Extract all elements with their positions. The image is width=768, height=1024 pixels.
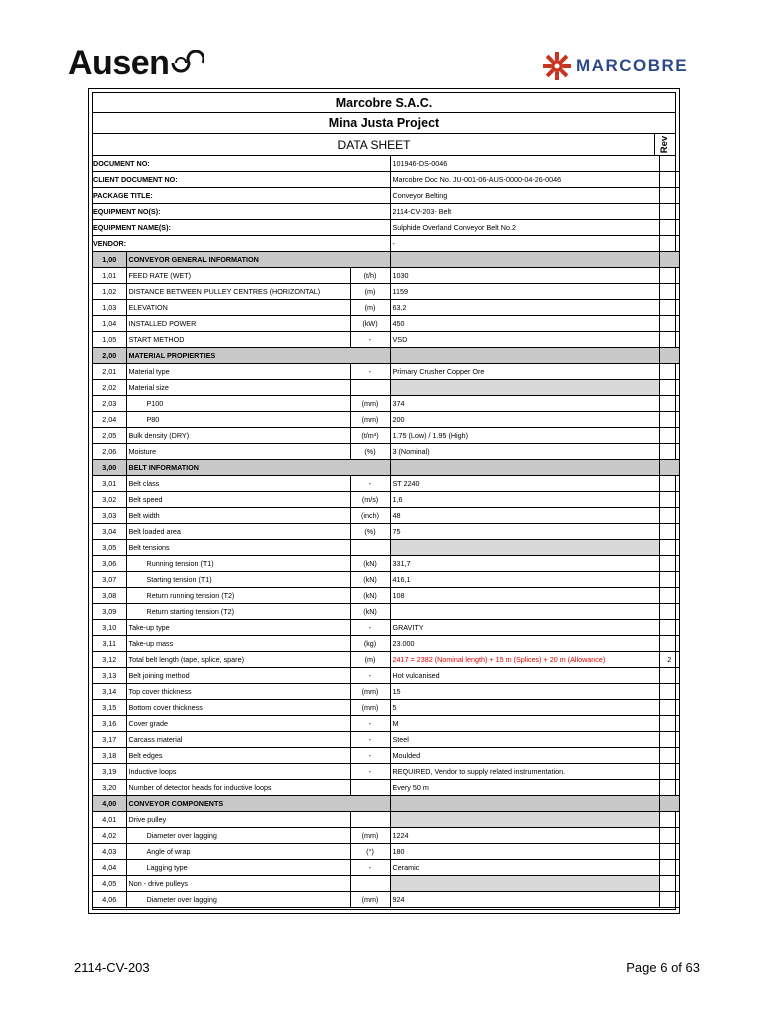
- item-value: 200: [390, 412, 659, 428]
- table-row: [93, 732, 679, 748]
- item-value: 180: [390, 844, 659, 860]
- table-row: [93, 412, 679, 428]
- rev-header-cell: [654, 134, 675, 155]
- item-unit: (mm): [350, 892, 390, 908]
- item-unit: [350, 540, 390, 556]
- item-description: Lagging type: [126, 860, 350, 876]
- item-value: Every 50 m: [390, 780, 659, 796]
- table-row: [93, 508, 679, 524]
- section-number: 4,00: [93, 796, 126, 812]
- item-description: Material size: [126, 380, 350, 396]
- item-value: GRAVITY: [390, 620, 659, 636]
- item-value: REQUIRED, Vendor to supply related instrumentation.: [390, 764, 659, 780]
- item-number: 4,03: [93, 844, 126, 860]
- item-description: Inductive loops: [126, 764, 350, 780]
- item-value: Ceramic: [390, 860, 659, 876]
- item-unit: (kN): [350, 572, 390, 588]
- item-unit: (%): [350, 444, 390, 460]
- rev-cell: [659, 172, 679, 188]
- rev-cell: [659, 348, 679, 364]
- item-unit: (kN): [350, 604, 390, 620]
- section-header-row: [93, 348, 679, 364]
- rev-cell: [659, 732, 679, 748]
- doc-info-value: 2114-CV-203- Belt: [390, 204, 659, 220]
- item-value: 63,2: [390, 300, 659, 316]
- table-row: [93, 316, 679, 332]
- item-number: 3,07: [93, 572, 126, 588]
- item-number: 3,03: [93, 508, 126, 524]
- item-value: 450: [390, 316, 659, 332]
- item-number: 2,06: [93, 444, 126, 460]
- table-row: [93, 780, 679, 796]
- item-number: 2,01: [93, 364, 126, 380]
- data-sheet-table: [93, 156, 679, 908]
- data-sheet: [88, 88, 680, 914]
- item-unit: (mm): [350, 828, 390, 844]
- item-description: FEED RATE (WET): [126, 268, 350, 284]
- item-unit: -: [350, 748, 390, 764]
- item-description: Belt joining method: [126, 668, 350, 684]
- item-number: 3,08: [93, 588, 126, 604]
- item-number: 2,02: [93, 380, 126, 396]
- doc-info-row: [93, 172, 679, 188]
- item-description: Take-up type: [126, 620, 350, 636]
- doc-info-label: EQUIPMENT NO(S):: [93, 204, 390, 220]
- rev-cell: [659, 812, 679, 828]
- doc-info-label: EQUIPMENT NAME(S):: [93, 220, 390, 236]
- item-unit: (kN): [350, 588, 390, 604]
- table-row: [93, 268, 679, 284]
- footer-page-number: Page 6 of 63: [626, 960, 700, 975]
- section-header-row: [93, 796, 679, 812]
- item-number: 3,01: [93, 476, 126, 492]
- item-value: [390, 380, 659, 396]
- item-unit: (kg): [350, 636, 390, 652]
- table-row: [93, 588, 679, 604]
- rev-cell: [659, 220, 679, 236]
- item-unit: (t/m³): [350, 428, 390, 444]
- item-description: P100: [126, 396, 350, 412]
- item-description: DISTANCE BETWEEN PULLEY CENTRES (HORIZONTAL): [126, 284, 350, 300]
- table-row: [93, 668, 679, 684]
- item-description: Number of detector heads for inductive loops: [126, 780, 350, 796]
- table-row: [93, 380, 679, 396]
- item-description: Take-up mass: [126, 636, 350, 652]
- section-number: 2,00: [93, 348, 126, 364]
- rev-cell: [659, 508, 679, 524]
- item-number: 3,12: [93, 652, 126, 668]
- table-row: [93, 604, 679, 620]
- item-number: 3,14: [93, 684, 126, 700]
- doc-info-label: CLIENT DOCUMENT NO:: [93, 172, 390, 188]
- rev-cell: [659, 764, 679, 780]
- item-unit: -: [350, 364, 390, 380]
- table-row: [93, 540, 679, 556]
- item-number: 3,16: [93, 716, 126, 732]
- item-number: 3,10: [93, 620, 126, 636]
- item-unit: (mm): [350, 700, 390, 716]
- item-number: 3,15: [93, 700, 126, 716]
- item-description: Belt speed: [126, 492, 350, 508]
- table-row: [93, 844, 679, 860]
- item-value: 23.000: [390, 636, 659, 652]
- item-value: Moulded: [390, 748, 659, 764]
- section-title: BELT INFORMATION: [126, 460, 390, 476]
- rev-cell: [659, 684, 679, 700]
- doc-info-row: [93, 220, 679, 236]
- section-header-row: [93, 460, 679, 476]
- ausenco-logo: [68, 44, 204, 85]
- item-description: Starting tension (T1): [126, 572, 350, 588]
- data-sheet-title-row: [93, 134, 675, 156]
- item-number: 3,20: [93, 780, 126, 796]
- rev-cell: [659, 284, 679, 300]
- item-unit: [350, 812, 390, 828]
- item-value: M: [390, 716, 659, 732]
- doc-info-value: -: [390, 236, 659, 252]
- item-description: Top cover thickness: [126, 684, 350, 700]
- item-unit: (m): [350, 284, 390, 300]
- marcobre-logo-text: MARCOBRE: [576, 56, 689, 75]
- item-number: 3,18: [93, 748, 126, 764]
- rev-cell: [659, 668, 679, 684]
- item-value: 2417 = 2382 (Nominal length) + 15 m (Splices) + 20 m (Allowance): [390, 652, 659, 668]
- section-number: 1,00: [93, 252, 126, 268]
- item-unit: (%): [350, 524, 390, 540]
- table-row: [93, 492, 679, 508]
- item-value: [390, 876, 659, 892]
- item-unit: (kW): [350, 316, 390, 332]
- item-description: Belt loaded area: [126, 524, 350, 540]
- ausenco-swirl-icon: [170, 46, 204, 85]
- item-description: Cover grade: [126, 716, 350, 732]
- item-value: 15: [390, 684, 659, 700]
- rev-cell: [659, 892, 679, 908]
- rev-cell: [659, 716, 679, 732]
- rev-cell: [659, 524, 679, 540]
- rev-cell: [659, 204, 679, 220]
- item-value: 374: [390, 396, 659, 412]
- item-number: 2,04: [93, 412, 126, 428]
- rev-cell: [659, 236, 679, 252]
- item-number: 4,01: [93, 812, 126, 828]
- marcobre-logo: [542, 48, 688, 84]
- item-number: 4,06: [93, 892, 126, 908]
- item-description: Running tension (T1): [126, 556, 350, 572]
- rev-cell: [659, 780, 679, 796]
- data-sheet-inner: [92, 92, 676, 910]
- table-row: [93, 876, 679, 892]
- table-row: [93, 812, 679, 828]
- item-value: Primary Crusher Copper Ore: [390, 364, 659, 380]
- item-number: 4,05: [93, 876, 126, 892]
- rev-cell: [659, 556, 679, 572]
- item-description: Carcass material: [126, 732, 350, 748]
- item-unit: (t/h): [350, 268, 390, 284]
- item-unit: (inch): [350, 508, 390, 524]
- table-row: [93, 684, 679, 700]
- company-title: Marcobre S.A.C.: [93, 93, 675, 113]
- item-number: 1,01: [93, 268, 126, 284]
- rev-cell: [659, 796, 679, 812]
- doc-info-value: Sulphide Overland Conveyor Belt No.2: [390, 220, 659, 236]
- doc-info-label: VENDOR:: [93, 236, 390, 252]
- rev-cell: [659, 412, 679, 428]
- item-description: Non - drive pulleys: [126, 876, 350, 892]
- rev-cell: 2: [659, 652, 679, 668]
- item-unit: -: [350, 332, 390, 348]
- item-value: Hot vulcanised: [390, 668, 659, 684]
- item-value: 3 (Nominal): [390, 444, 659, 460]
- item-description: Drive pulley: [126, 812, 350, 828]
- doc-info-label: DOCUMENT NO:: [93, 156, 390, 172]
- item-unit: -: [350, 732, 390, 748]
- rev-cell: [659, 604, 679, 620]
- item-unit: (m/s): [350, 492, 390, 508]
- table-row: [93, 764, 679, 780]
- item-number: 3,13: [93, 668, 126, 684]
- item-value: 108: [390, 588, 659, 604]
- item-unit: -: [350, 620, 390, 636]
- item-description: Belt class: [126, 476, 350, 492]
- table-row: [93, 828, 679, 844]
- item-unit: -: [350, 476, 390, 492]
- table-row: [93, 572, 679, 588]
- item-number: 3,04: [93, 524, 126, 540]
- item-number: 1,04: [93, 316, 126, 332]
- item-description: START METHOD: [126, 332, 350, 348]
- item-value: 1159: [390, 284, 659, 300]
- section-title: CONVEYOR COMPONENTS: [126, 796, 390, 812]
- item-unit: (m): [350, 652, 390, 668]
- item-description: Diameter over lagging: [126, 892, 350, 908]
- rev-cell: [659, 396, 679, 412]
- item-description: Angle of wrap: [126, 844, 350, 860]
- rev-cell: [659, 748, 679, 764]
- item-value: 1030: [390, 268, 659, 284]
- item-unit: -: [350, 764, 390, 780]
- table-row: [93, 860, 679, 876]
- rev-cell: [659, 332, 679, 348]
- doc-info-value: Marcobre Doc No. JU-001-06-AUS-0000-04-26-0046: [390, 172, 659, 188]
- item-description: P80: [126, 412, 350, 428]
- section-value-cell: [390, 460, 659, 476]
- item-number: 3,02: [93, 492, 126, 508]
- item-unit: -: [350, 860, 390, 876]
- rev-cell: [659, 156, 679, 172]
- item-description: Return starting tension (T2): [126, 604, 350, 620]
- item-number: 3,06: [93, 556, 126, 572]
- rev-cell: [659, 460, 679, 476]
- item-description: Return running tension (T2): [126, 588, 350, 604]
- item-number: 2,03: [93, 396, 126, 412]
- footer-doc-code: 2114-CV-203: [74, 960, 150, 975]
- item-unit: (mm): [350, 684, 390, 700]
- doc-info-value: 101946-DS-0046: [390, 156, 659, 172]
- table-row: [93, 524, 679, 540]
- rev-cell: [659, 428, 679, 444]
- item-description: Belt edges: [126, 748, 350, 764]
- section-value-cell: [390, 796, 659, 812]
- item-number: 4,04: [93, 860, 126, 876]
- item-value: VSD: [390, 332, 659, 348]
- item-number: 3,11: [93, 636, 126, 652]
- table-row: [93, 620, 679, 636]
- item-value: 416,1: [390, 572, 659, 588]
- item-description: Belt width: [126, 508, 350, 524]
- item-value: 75: [390, 524, 659, 540]
- rev-cell: [659, 300, 679, 316]
- rev-label: Rev: [659, 135, 671, 154]
- ausenco-logo-text: Ausen: [68, 44, 170, 82]
- rev-cell: [659, 252, 679, 268]
- item-number: 1,05: [93, 332, 126, 348]
- item-value: 1,6: [390, 492, 659, 508]
- item-number: 3,05: [93, 540, 126, 556]
- item-number: 1,03: [93, 300, 126, 316]
- item-description: Bottom cover thickness: [126, 700, 350, 716]
- doc-info-row: [93, 204, 679, 220]
- section-value-cell: [390, 348, 659, 364]
- rev-cell: [659, 876, 679, 892]
- item-description: Bulk density (DRY): [126, 428, 350, 444]
- rev-cell: [659, 620, 679, 636]
- section-title: CONVEYOR GENERAL INFORMATION: [126, 252, 390, 268]
- table-row: [93, 748, 679, 764]
- item-unit: (kN): [350, 556, 390, 572]
- rev-cell: [659, 476, 679, 492]
- table-row: [93, 284, 679, 300]
- rev-cell: [659, 828, 679, 844]
- item-description: Moisture: [126, 444, 350, 460]
- rev-cell: [659, 700, 679, 716]
- section-value-cell: [390, 252, 659, 268]
- doc-info-label: PACKAGE TITLE:: [93, 188, 390, 204]
- rev-cell: [659, 444, 679, 460]
- table-row: [93, 428, 679, 444]
- item-unit: [350, 380, 390, 396]
- doc-info-value: Conveyor Belting: [390, 188, 659, 204]
- item-value: 1.75 (Low) / 1.95 (High): [390, 428, 659, 444]
- table-row: [93, 364, 679, 380]
- item-description: Total belt length (tape, splice, spare): [126, 652, 350, 668]
- section-title: MATERIAL PROPIERTIES: [126, 348, 390, 364]
- doc-info-row: [93, 188, 679, 204]
- item-description: ELEVATION: [126, 300, 350, 316]
- item-value: ST 2240: [390, 476, 659, 492]
- item-number: 3,17: [93, 732, 126, 748]
- table-row: [93, 700, 679, 716]
- rev-cell: [659, 268, 679, 284]
- project-title: Mina Justa Project: [93, 113, 675, 134]
- marcobre-gear-icon: [542, 51, 572, 81]
- item-value: 924: [390, 892, 659, 908]
- item-value: [390, 540, 659, 556]
- table-row: [93, 300, 679, 316]
- table-row: [93, 396, 679, 412]
- item-description: Diameter over lagging: [126, 828, 350, 844]
- item-unit: -: [350, 668, 390, 684]
- rev-cell: [659, 188, 679, 204]
- table-row: [93, 892, 679, 908]
- item-value: Steel: [390, 732, 659, 748]
- item-number: 4,02: [93, 828, 126, 844]
- item-number: 1,02: [93, 284, 126, 300]
- item-value: 1224: [390, 828, 659, 844]
- item-number: 2,05: [93, 428, 126, 444]
- item-unit: (°): [350, 844, 390, 860]
- item-description: Material type: [126, 364, 350, 380]
- item-description: Belt tensions: [126, 540, 350, 556]
- table-row: [93, 332, 679, 348]
- table-row: [93, 716, 679, 732]
- item-unit: [350, 876, 390, 892]
- rev-cell: [659, 316, 679, 332]
- item-unit: (mm): [350, 412, 390, 428]
- item-number: 3,09: [93, 604, 126, 620]
- rev-cell: [659, 588, 679, 604]
- item-value: [390, 812, 659, 828]
- table-row: [93, 636, 679, 652]
- item-unit: -: [350, 716, 390, 732]
- table-row: [93, 652, 679, 668]
- doc-info-row: [93, 236, 679, 252]
- rev-cell: [659, 380, 679, 396]
- table-row: [93, 444, 679, 460]
- item-value: 331,7: [390, 556, 659, 572]
- item-value: 5: [390, 700, 659, 716]
- section-header-row: [93, 252, 679, 268]
- item-unit: [350, 780, 390, 796]
- rev-cell: [659, 492, 679, 508]
- item-value: 48: [390, 508, 659, 524]
- table-row: [93, 476, 679, 492]
- rev-cell: [659, 572, 679, 588]
- item-number: 3,19: [93, 764, 126, 780]
- rev-cell: [659, 860, 679, 876]
- table-row: [93, 556, 679, 572]
- doc-info-row: [93, 156, 679, 172]
- rev-cell: [659, 636, 679, 652]
- rev-cell: [659, 364, 679, 380]
- item-unit: (m): [350, 300, 390, 316]
- section-number: 3,00: [93, 460, 126, 476]
- data-sheet-label: DATA SHEET: [337, 137, 411, 152]
- rev-cell: [659, 844, 679, 860]
- item-value: [390, 604, 659, 620]
- item-description: INSTALLED POWER: [126, 316, 350, 332]
- item-unit: (mm): [350, 396, 390, 412]
- rev-cell: [659, 540, 679, 556]
